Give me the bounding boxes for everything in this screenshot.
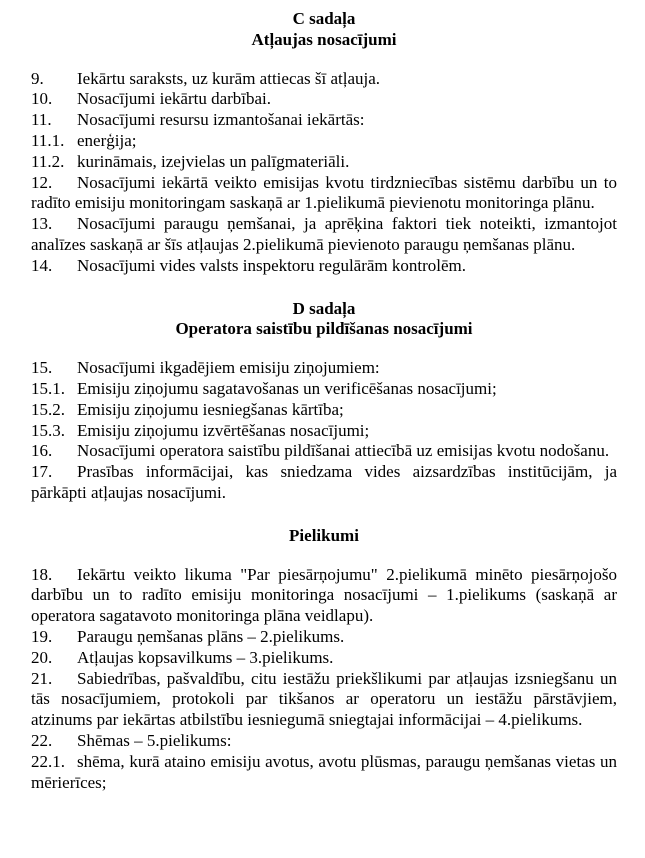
item-list bbox=[31, 565, 617, 794]
list-item bbox=[31, 89, 617, 110]
item-text: Nosacījumi iekārtu darbībai. bbox=[77, 89, 272, 109]
item-text: Emisiju ziņojumu sagatavošanas un verificēšanas nosacījumi; bbox=[77, 378, 497, 398]
section-title: Pielikumi bbox=[289, 525, 359, 545]
item-text: Paraugu ņemšanas plāns – 2.pielikums. bbox=[77, 626, 345, 646]
list-item bbox=[31, 131, 617, 152]
list-item bbox=[31, 421, 617, 442]
item-text: Emisiju ziņojumu iesniegšanas kārtība; bbox=[77, 399, 344, 419]
item-text: shēma, kurā ataino emisiju avotus, avotu plūsmas, paraugu ņemšanas vietas un mērierīces; bbox=[31, 751, 617, 792]
item-number: 22. bbox=[31, 730, 53, 750]
item-number: 11.1. bbox=[31, 130, 65, 150]
item-text: Nosacījumi ikgadējiem emisiju ziņojumiem: bbox=[77, 358, 380, 378]
document-page bbox=[31, 9, 617, 793]
item-number: 15.3. bbox=[31, 420, 65, 440]
item-number: 20. bbox=[31, 647, 53, 667]
item-text: Iekārtu veikto likuma "Par piesārņojumu" 2.pielikumā minēto piesārņojošo darbību un to radīto emisiju monitoringa nosacījumi – 1.pielikums (saskaņā ar operatora sagatavoto monitoringa plāna veidlapu). bbox=[31, 564, 617, 626]
list-item bbox=[31, 627, 617, 648]
item-text: Prasības informācijai, kas sniedzama vides aizsardzības institūcijām, ja pārkāpti atļaujas nosacījumi. bbox=[31, 462, 617, 502]
item-number: 16. bbox=[31, 441, 53, 461]
list-item bbox=[31, 110, 617, 131]
list-item bbox=[31, 214, 617, 256]
item-text: Nosacījumi resursu izmantošanai iekārtās: bbox=[77, 110, 365, 130]
list-item bbox=[31, 173, 617, 215]
list-item bbox=[31, 152, 617, 173]
item-text: Nosacījumi iekārtā veikto emisijas kvotu tirdzniecības sistēmu darbību un to radīto emisiju monitoringam saskaņā ar 1.pielikumā pievienotu monitoringa plānu. bbox=[31, 172, 617, 213]
item-text: Nosacījumi operatora saistību pildīšanai attiecībā uz emisijas kvotu nodošanu. bbox=[77, 441, 610, 461]
list-item bbox=[31, 669, 617, 731]
item-number: 17. bbox=[31, 462, 53, 482]
list-item bbox=[31, 379, 617, 400]
list-item bbox=[31, 358, 617, 379]
item-text: kurināmais, izejvielas un palīgmateriāli. bbox=[77, 151, 350, 171]
item-number: 22.1. bbox=[31, 751, 65, 771]
item-text: enerģija; bbox=[77, 130, 137, 150]
item-text: Iekārtu saraksts, uz kurām attiecas šī atļauja. bbox=[77, 68, 381, 88]
section-c bbox=[31, 9, 617, 277]
item-number: 11.2. bbox=[31, 151, 65, 171]
section-title: D sadaļa bbox=[292, 298, 356, 318]
item-number: 15. bbox=[31, 358, 53, 378]
item-number: 21. bbox=[31, 668, 53, 688]
item-number: 10. bbox=[31, 89, 53, 109]
item-text: Emisiju ziņojumu izvērtēšanas nosacījumi; bbox=[77, 420, 370, 440]
section-title: C sadaļa bbox=[292, 9, 356, 28]
list-item bbox=[31, 69, 617, 90]
item-number: 14. bbox=[31, 255, 53, 275]
list-item bbox=[31, 752, 617, 794]
item-number: 11. bbox=[31, 110, 52, 130]
item-list bbox=[31, 69, 617, 277]
list-item bbox=[31, 731, 617, 752]
item-text: Nosacījumi vides valsts inspektoru regulārām kontrolēm. bbox=[77, 255, 467, 275]
section-annexes bbox=[31, 526, 617, 794]
item-number: 15.2. bbox=[31, 399, 65, 419]
list-item bbox=[31, 648, 617, 669]
list-item bbox=[31, 565, 617, 627]
item-text: Nosacījumi paraugu ņemšanai, ja aprēķina faktori tiek noteikti, izmantojot analīzes saskaņā ar šīs atļaujas 2.pielikumā pievienoto paraugu ņemšanas plānu. bbox=[31, 214, 617, 254]
item-number: 13. bbox=[31, 214, 53, 234]
item-number: 9. bbox=[31, 68, 44, 88]
item-number: 15.1. bbox=[31, 378, 65, 398]
item-text: Sabiedrības, pašvaldību, citu iestāžu priekšlikumi par atļaujas izsniegšanu un tās nosacījumiem, protokoli par tikšanos ar operatoru un iestāžu pārstāvjiem, atzinums par iekārtas atbilstību iesniegumā sniegtajai informācijai – 4.pielikums. bbox=[31, 668, 617, 730]
list-item bbox=[31, 441, 617, 462]
list-item bbox=[31, 462, 617, 504]
item-list bbox=[31, 358, 617, 504]
item-number: 12. bbox=[31, 172, 53, 192]
section-d bbox=[31, 299, 617, 504]
list-item bbox=[31, 256, 617, 277]
item-text: Shēmas – 5.pielikums: bbox=[77, 730, 232, 750]
list-item bbox=[31, 400, 617, 421]
section-subtitle: Operatora saistību pildīšanas nosacījumi bbox=[175, 319, 473, 339]
item-text: Atļaujas kopsavilkums – 3.pielikums. bbox=[77, 647, 334, 667]
section-subtitle: Atļaujas nosacījumi bbox=[251, 29, 397, 49]
item-number: 18. bbox=[31, 564, 53, 584]
item-number: 19. bbox=[31, 626, 53, 646]
